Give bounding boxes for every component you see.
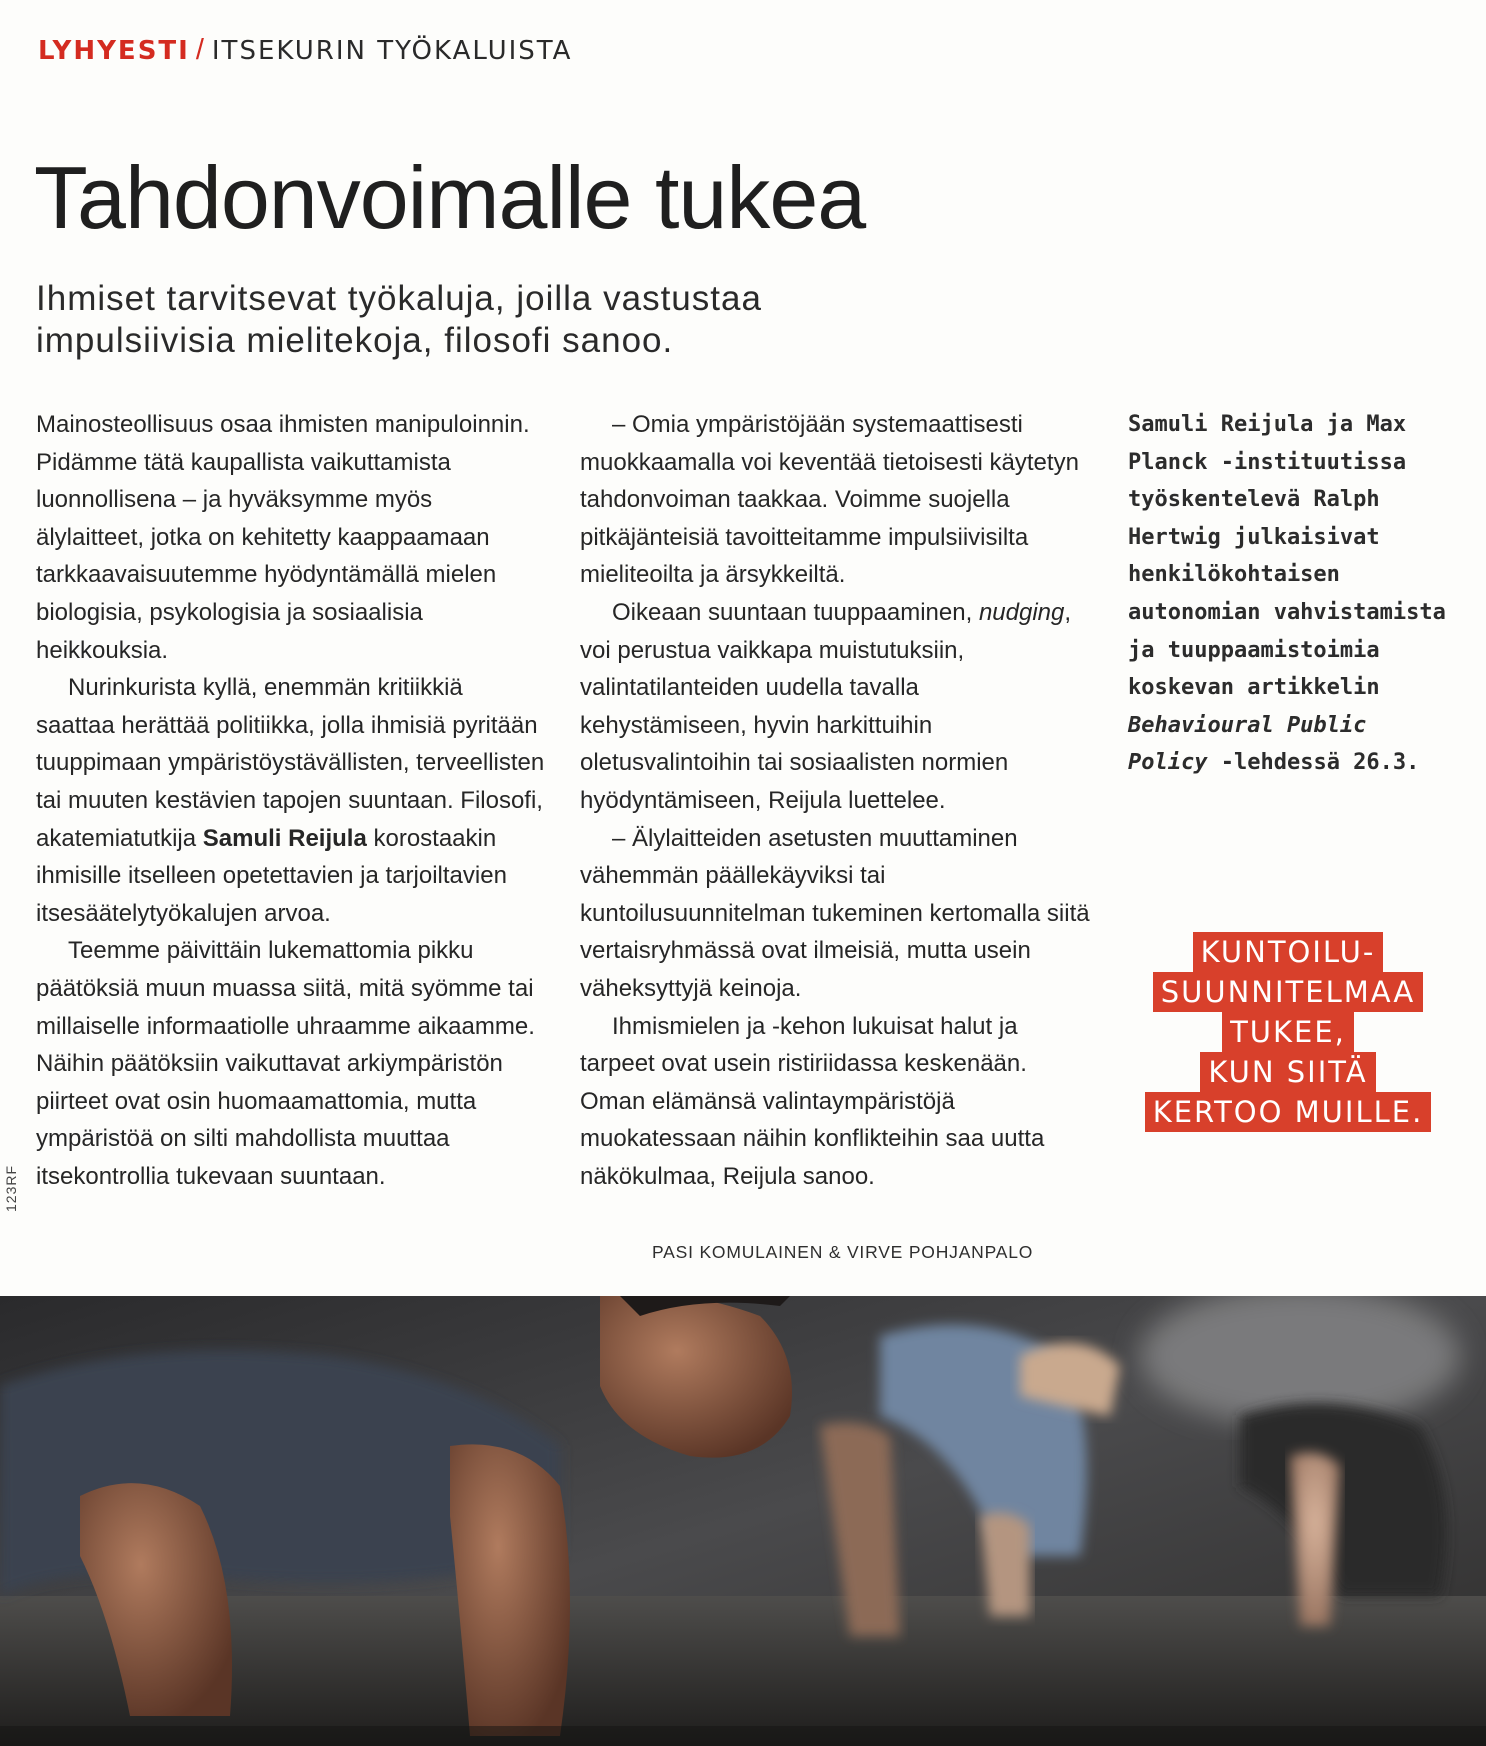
paragraph-2 (36, 669, 546, 932)
exercise-photo (0, 1296, 1486, 1746)
pull-quote-line: SUUNNITELMAA (1153, 972, 1424, 1012)
journal-name: Behavioural Public Policy (1128, 712, 1367, 776)
paragraph-6: – Älylaitteiden asetusten muuttaminen vähemmän päällekäyviksi tai kuntoilusuunnitelman tukeminen kertomalla siitä vertaisryhmässä ovat ilmeisiä, mutta usein väheksyttyjä keinoja. (580, 824, 1090, 1002)
article-column-2 (580, 406, 1090, 1195)
paragraph-7: Ihmismielen ja -kehon lukuisat halut ja tarpeet ovat usein ristiriidassa keskenään. Oman elämänsä valintaympäristöjä muokatessaan näihin konflikteihin saa uutta näkökulmaa, Reijula sanoo. (580, 1012, 1045, 1190)
nudging-term: nudging (978, 598, 1065, 626)
pull-quote (1118, 932, 1458, 1132)
paragraph-4: – Omia ympäristöjään systemaattisesti muokkaamalla voi keventää tietoisesti käytetyn tahdonvoiman taakkaa. Voimme suojella pitkäjänteisiä tavoitteitamme impulsiivisilta mieliteoilta ja ärsykkeiltä. (580, 411, 1079, 589)
byline: PASI KOMULAINEN & VIRVE POHJANPALO (652, 1242, 1034, 1262)
topic-label: ITSEKURIN TYÖKALUISTA (211, 36, 573, 66)
article-lead: Ihmiset tarvitsevat työkaluja, joilla vastustaa impulsiivisia mielitekoja, filosofi sanoo. (36, 279, 762, 360)
article-column-1 (36, 406, 546, 1195)
paragraph-3: Teemme päivittäin lukemattomia pikku päätöksiä muun muassa siitä, mitä syömme tai millaiselle informaatiolle uhraamme aikaamme. Näihin päätöksiin vaikuttavat arkiympäristön piirteet ovat osin huomaamattomia, mutta ympäristöä on silti mahdollista muuttaa itsekontrollia tukevaan suuntaan. (36, 937, 535, 1190)
paragraph-5-text-b: , voi perustua vaikkapa muistutuksiin, valintatilanteiden uudella tavalla kehystämiseen, hyvin harkittuihin oletusvalintoihin tai sosiaalisten normien hyödyntämiseen, Reijula luettelee. (580, 598, 1072, 814)
paragraph-2-text-b: korostaakin ihmisille itselleen opetettavien ja tarjoiltavien itsesäätelytyökalujen arvoa. (36, 824, 507, 927)
paragraph-5-text-a: Oikeaan suuntaan tuuppaaminen, (612, 598, 979, 626)
paragraph-2-text-a: Nurinkurista kyllä, enemmän kritiikkiä saattaa herättää politiikka, jolla ihmisiä pyritään tuuppimaan ympäristöystävällisten, terveellisten tai muuten kestävien tapojen suuntaan. Filosofi, akatemiatutkija (36, 674, 545, 852)
pull-quote-line: TUKEE, (1222, 1012, 1354, 1052)
pull-quote-line: KERTOO MUILLE. (1145, 1092, 1432, 1132)
article-title: Tahdonvoimalle tukea (34, 148, 866, 247)
section-kicker (38, 34, 572, 67)
sidenote-text-a: Samuli Reijula ja Max Planck -instituutissa työskentelevä Ralph Hertwig julkaisivat henkilökohtaisen autonomian vahvistamista ja tuuppaamistoimia koskevan artikkelin (1128, 412, 1446, 701)
photo-illustration (0, 1296, 1486, 1746)
kicker-separator: / (195, 34, 206, 66)
photo-credit: 123RF (3, 1164, 19, 1212)
person-name: Samuli Reijula (202, 824, 367, 852)
sidenote (1128, 406, 1458, 782)
pull-quote-line: KUN SIITÄ (1200, 1052, 1375, 1092)
paragraph-5 (580, 594, 1090, 820)
paragraph-1: Mainosteollisuus osaa ihmisten manipuloinnin. Pidämme tätä kaupallista vaikuttamista luonnollisena – ja hyväksymme myös älylaitteet, jotka on kehitetty kaappaamaan tarkkaavaisuutemme hyödyntämällä mielen biologisia, psykologisia ja sosiaalisia heikkouksia. (36, 411, 530, 664)
sidenote-text-b: -lehdessä 26.3. (1207, 750, 1420, 776)
section-label: LYHYESTI (38, 36, 190, 66)
pull-quote-line: KUNTOILU- (1193, 932, 1384, 972)
